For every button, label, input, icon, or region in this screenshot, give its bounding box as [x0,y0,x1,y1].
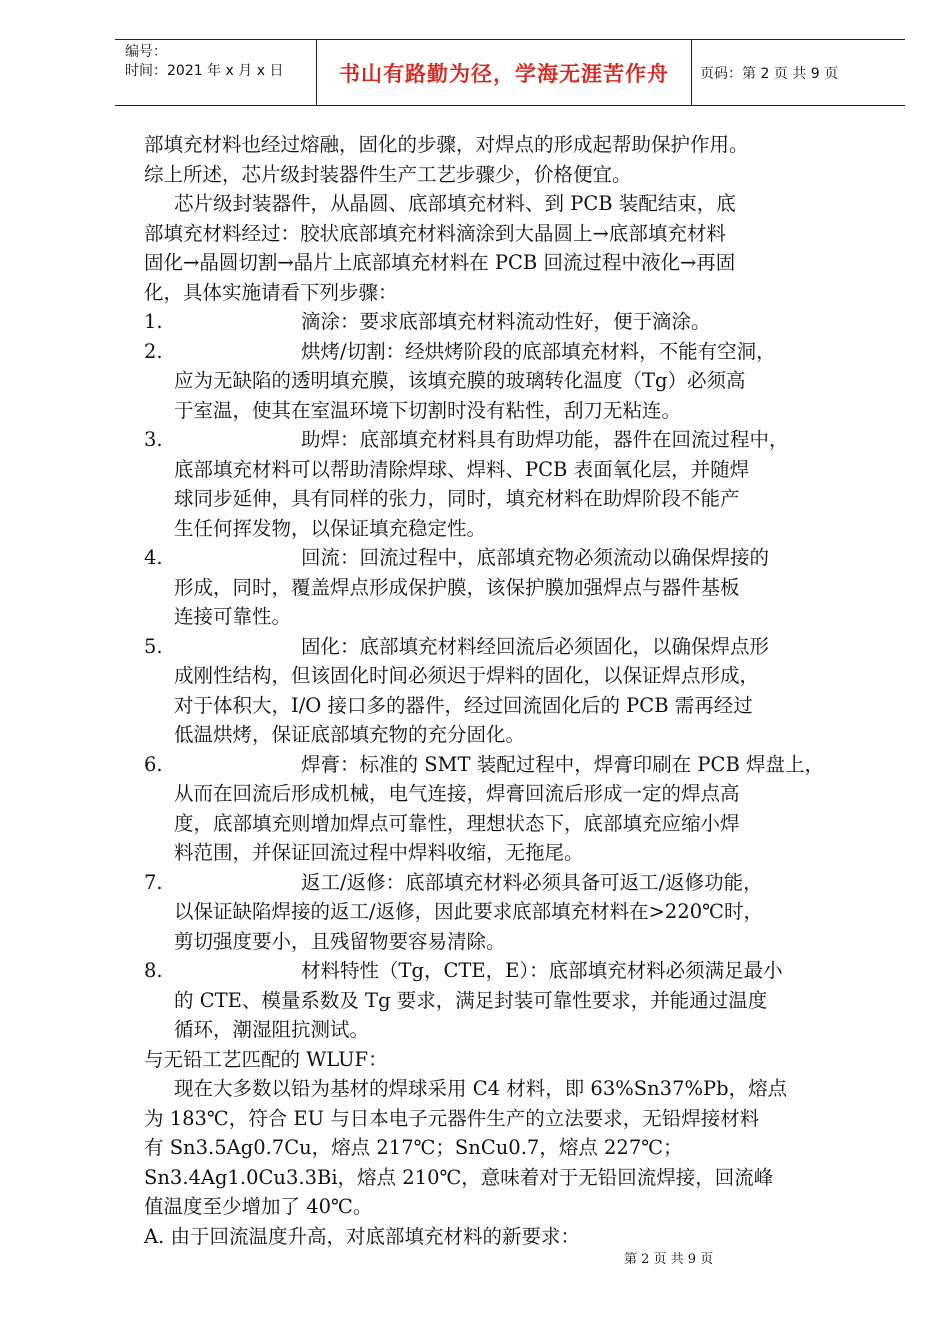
list-text: 材料特性（Tg，CTE，E）：底部填充材料必须满足最小 [301,959,783,982]
text-line: 于室温，使其在室温环境下切割时没有粘性，刮刀无粘连。 [174,398,682,422]
list-item [144,307,884,337]
list-item [144,337,884,367]
header-motto-cell [317,40,692,105]
section-heading: 与无铅工艺匹配的 WLUF： [144,1047,388,1071]
text-line: 部填充材料也经过熔融，固化的步骤，对焊点的形成起帮助保护作用。 [144,133,749,156]
list-text: 固化：底部填充材料经回流后必须固化，以确保焊点形 [301,634,770,658]
list-number: 6. [144,752,163,776]
list-number: 8. [144,959,163,982]
list-text: 焊膏：标准的 SMT 装配过程中，焊膏印刷在 PCB 焊盘上， [301,752,824,776]
text-line: 底部填充材料可以帮助清除焊球、焊料、PCB 表面氧化层，并随焊 [174,457,750,481]
list-number: 5. [144,634,163,658]
list-item [144,750,884,780]
text-line: 以保证缺陷焊接的返工/返修，因此要求底部填充材料在>220℃时， [174,900,763,923]
list-text: 回流：回流过程中，底部填充物必须流动以确保焊接的 [301,546,770,569]
document-body [144,130,884,1251]
text-line: 综上所述，芯片级封装器件生产工艺步骤少，价格便宜。 [144,162,632,186]
header-page-number: 页码：第 2 页 共 9 页 [700,65,839,82]
list-text: 返工/返修：底部填充材料必须具备可返工/返修功能， [301,870,763,894]
list-number: 4. [144,546,163,569]
list-text: 助焊：底部填充材料具有助焊功能，器件在回流过程中， [301,428,789,451]
list-number: 3. [144,428,163,451]
text-line: 成刚性结构，但该固化时间必须迟于焊料的固化，以保证焊点形成， [174,664,760,687]
header-time: 时间：2021 年 x 月 x 日 [125,63,284,79]
text-line: 度，底部填充则增加焊点可靠性，理想状态下，底部填充应缩小焊 [174,811,740,835]
text-line: 值温度至少增加了 40℃。 [144,1195,373,1218]
text-line: 芯片级封装器件，从晶圆、底部填充材料、到 PCB 装配结束，底 [174,192,736,215]
header-page-cell [692,40,905,105]
header-motto: 书山有路勤为径，学海无涯苦作舟 [339,61,669,86]
text-line: 为 183℃，符合 EU 与日本电子元器件生产的立法要求，无铅焊接材料 [144,1106,760,1130]
list-item [144,956,884,986]
list-text: 烘烤/切割：经烘烤阶段的底部填充材料，不能有空洞， [301,339,776,363]
text-line: 连接可靠性。 [174,605,292,628]
page-header [115,39,905,106]
list-item [144,868,884,898]
text-line: 固化→晶圆切割→晶片上底部填充材料在 PCB 回流过程中液化→再固 [144,251,736,274]
text-line: 从而在回流后形成机械，电气连接，焊膏回流后形成一定的焊点高 [174,782,740,805]
text-line: 有 Sn3.5Ag0.7Cu，熔点 217℃；SnCu0.7，熔点 227℃； [144,1136,683,1159]
text-line: 对于体积大，I/O 接口多的器件，经过回流固化后的 PCB 需再经过 [174,693,753,717]
page-footer: 第 2 页 共 9 页 [624,1252,714,1267]
list-item [144,543,884,573]
list-text: 滴涂：要求底部填充材料流动性好，便于滴涂。 [301,310,711,333]
text-line: 化，具体实施请看下列步骤： [144,280,398,304]
text-line: 低温烘烤，保证底部填充物的充分固化。 [174,723,526,746]
list-item [144,425,884,455]
text-line: 的 CTE、模量系数及 Tg 要求，满足封装可靠性要求，并能通过温度 [174,988,768,1012]
list-number: 2. [144,339,163,363]
text-line: Sn3.4Ag1.0Cu3.3Bi，熔点 210℃，意味着对于无铅回流焊接，回流峰 [144,1165,774,1189]
list-item [144,632,884,662]
text-line: 部填充材料经过：胶状底部填充材料滴涂到大晶圆上→底部填充材料 [144,221,726,245]
text-line: A. 由于回流温度升高，对底部填充材料的新要求： [144,1224,580,1248]
list-number: 7. [144,870,163,894]
list-number: 1. [144,310,163,333]
text-line: 生任何挥发物，以保证填充稳定性。 [174,516,487,540]
text-line: 现在大多数以铅为基材的焊球采用 C4 材料，即 63%Sn37%Pb，熔点 [174,1077,788,1100]
text-line: 应为无缺陷的透明填充膜，该填充膜的玻璃转化温度（Tg）必须高 [174,369,746,392]
header-meta [115,40,317,105]
text-line: 料范围，并保证回流过程中焊料收缩，无拖尾。 [174,841,584,864]
text-line: 球同步延伸，具有同样的张力，同时，填充材料在助焊阶段不能产 [174,487,740,510]
text-line: 循环，潮湿阻抗测试。 [174,1018,370,1041]
text-line: 形成，同时，覆盖焊点形成保护膜，该保护膜加强焊点与器件基板 [174,575,740,599]
header-number: 编号： [125,44,167,60]
text-line: 剪切强度要小，且残留物要容易清除。 [174,929,506,953]
